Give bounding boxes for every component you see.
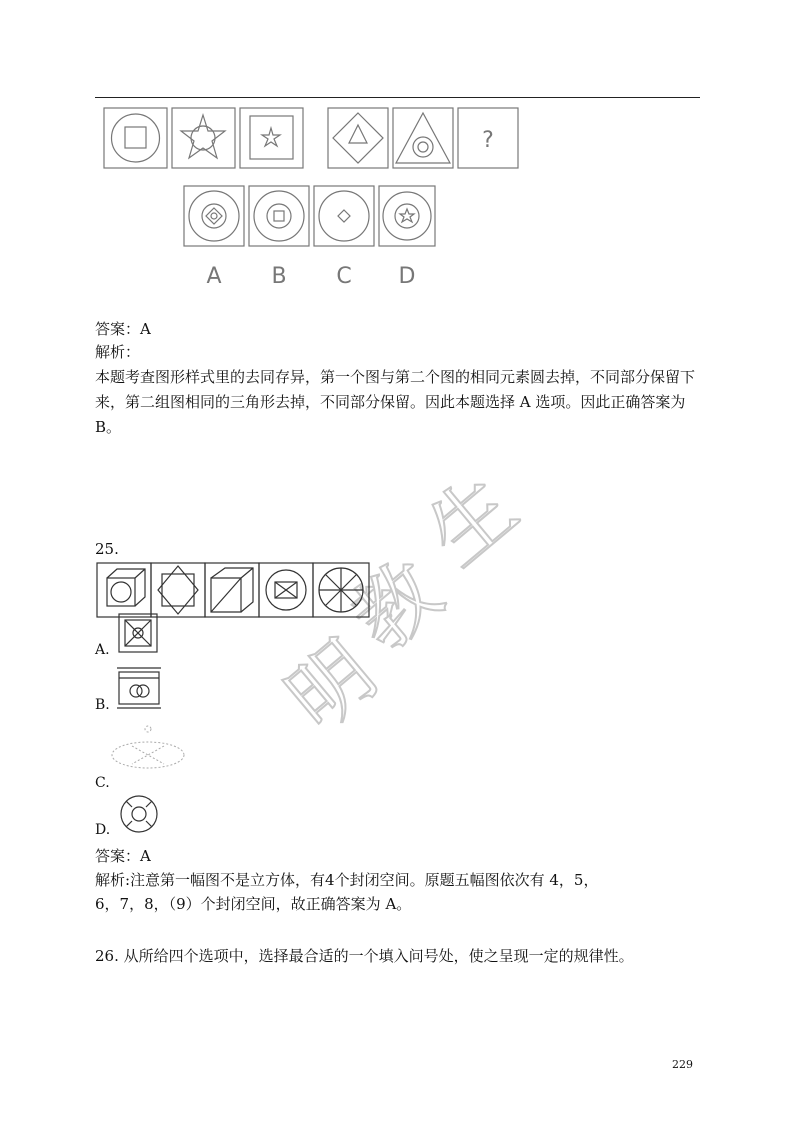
q25-option-b-label: B. — [95, 697, 110, 713]
watermark-char-3: 生 — [410, 458, 535, 585]
q25-option-a-label: A. — [95, 642, 110, 658]
page-number: 229 — [672, 1058, 693, 1071]
q24-option-panel-d — [379, 186, 435, 246]
q24-option-label-b: B — [271, 264, 287, 289]
header-rule — [95, 97, 700, 98]
q24-option-label-a: A — [206, 264, 222, 289]
q24-analysis-text: 本题考查图形样式里的去同存异，第一个图与第二个图的相同元素圆去掉，不同部分保留下来，第二组图相同的三角形去掉，不同部分保留。因此本题选择 A 选项。因此正确答案为 B。 — [95, 368, 696, 436]
q24-options-figure — [180, 183, 440, 293]
q25-number: 25. — [95, 540, 119, 558]
q24-option-panel-a — [184, 186, 244, 246]
q24-question-mark: ? — [482, 128, 494, 153]
q25-option-c-label: C. — [95, 775, 110, 791]
q24-panel-4 — [328, 108, 388, 168]
watermark-char-2: 教 — [335, 543, 460, 670]
watermark-char-1: 明 — [270, 623, 395, 750]
q24-option-panel-c — [314, 186, 374, 246]
q25-analysis-line-1: 解析:注意第一幅图不是立方体，有4个封闭空间。原题五幅图依次有 4，5， — [95, 871, 599, 889]
q25-option-c-figure — [110, 722, 190, 772]
q24-panel-1 — [104, 108, 167, 168]
q25-option-d-label: D. — [95, 822, 111, 838]
q24-option-label-d: D — [398, 264, 416, 289]
q25-answer: 答案：A — [95, 847, 151, 865]
q25-sequence-figure — [95, 560, 375, 620]
q26-question-text: 26. 从所给四个选项中，选择最合适的一个填入问号处，使之呈现一定的规律性。 — [95, 947, 634, 965]
q25-panel-2 — [151, 563, 205, 617]
q24-panel-5 — [393, 108, 453, 168]
q24-analysis-label: 解析： — [95, 343, 141, 361]
q24-question-figure — [100, 105, 520, 175]
q25-option-d-figure — [116, 793, 162, 835]
q24-answer: 答案：A — [95, 320, 151, 338]
q25-option-a-figure — [117, 612, 159, 654]
q25-analysis-line-2: 6，7，8，（9）个封闭空间，故正确答案为 A。 — [95, 895, 412, 913]
q24-option-panel-b — [249, 186, 309, 246]
q24-option-label-c: C — [336, 264, 352, 289]
q25-option-b-figure — [115, 664, 163, 712]
